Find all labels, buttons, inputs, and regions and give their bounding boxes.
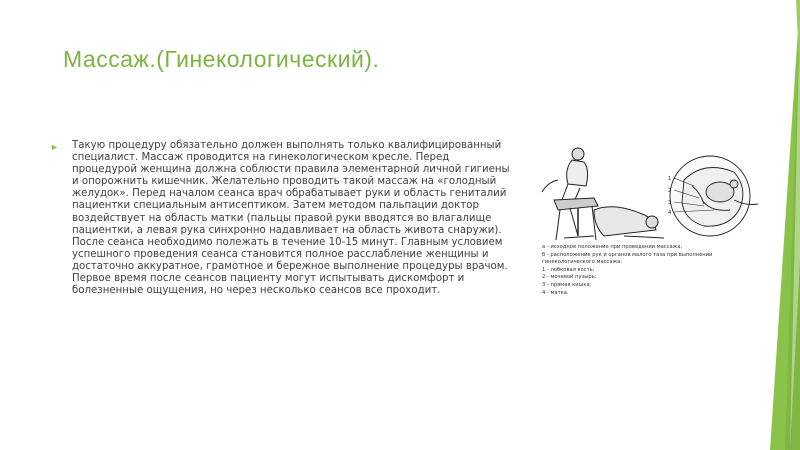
medical-illustration xyxy=(534,140,768,242)
diagram-label-2: 2 xyxy=(668,188,672,194)
caption-line: а - исходное положение при проведении массажа, xyxy=(542,244,683,250)
caption-line: гинекологического массажа: xyxy=(542,259,623,266)
caption-line: б - расположение рук и органов малого таза при выполнении xyxy=(542,251,713,258)
figure-caption xyxy=(542,244,762,297)
massage-illustration xyxy=(534,140,768,320)
body-text: Такую процедуру обязательно должен выполнять только квалифицированный специалист. Массаж проводится на гинекологическом кресле. Перед процедурой женщина должна соблюсти правила элементарной личной гигиены и опорожнить кишечник. Желательно проводить такой массаж на «голодный желудок». Перед началом сеанса врач обрабатывает руки и область гениталий пациентки специальным антисептиком. Затем методом пальпации доктор воздействует на область матки (пальцы правой руки вводятся во влагалище пациентки, а левая рука синхронно надавливает на область живота снаружи). После сеанса необходимо полежать в течение 10-15 минут. Главным условием успешного проведения сеанса становится полное расслабление женщины и достаточно аккуратное, грамотное и бережное выполнение процедуры врачом. Первое время после сеансов пациенту могут испытывать дискомфорт и болезненные ощущения, но через несколько сеансов все проходит. xyxy=(72,140,510,297)
diagram-label-4: 4 xyxy=(668,210,672,216)
diagram-label-3: 3 xyxy=(668,200,672,206)
caption-line: 3 - прямая кишка; xyxy=(542,281,592,288)
slide-title: Массаж.(Гинекологический). xyxy=(63,46,380,72)
caption-line: 4 - матка. xyxy=(542,289,569,296)
caption-line: 1 - лобковая кость; xyxy=(542,266,595,273)
caption-line: 2 - мочевой пузырь; xyxy=(542,274,597,281)
bullet-arrow-icon: ► xyxy=(50,142,59,152)
diagram-label-1: 1 xyxy=(668,176,672,182)
